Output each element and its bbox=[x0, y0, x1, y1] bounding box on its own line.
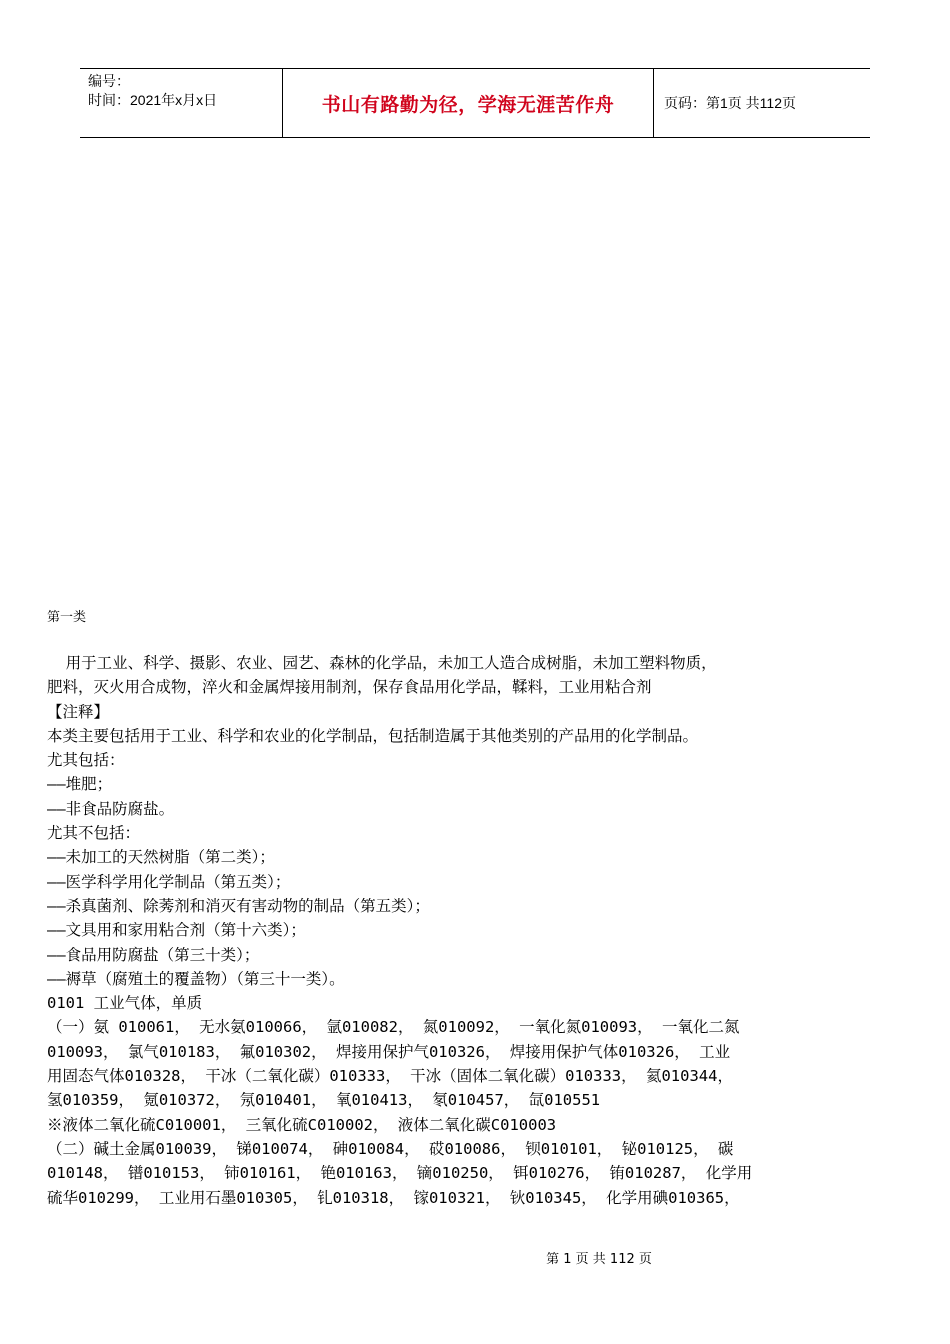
text-line: 0101 工业气体，单质 bbox=[47, 994, 203, 1013]
time-label: 时间：2021年x月x日 bbox=[88, 92, 218, 108]
text-line: 硫华010299， 工业用石墨010305， 钆010318， 镓010321， 钬010345， 化学用碘010365， bbox=[47, 1188, 740, 1207]
body-text bbox=[47, 651, 907, 1210]
text-line: ※液体二氧化硫C010001， 三氧化硫C010002， 液体二氧化碳C010003 bbox=[47, 1115, 557, 1134]
text-line: ——食品用防腐盐（第三十类）； bbox=[47, 945, 260, 964]
text-line: ——未加工的天然树脂（第二类）； bbox=[47, 848, 275, 867]
document-header bbox=[80, 68, 870, 138]
header-page-info: 页码：第1页 共112页 bbox=[664, 95, 796, 111]
category-title: 第一类 bbox=[47, 610, 87, 625]
text-line: ——褥草（腐殖土的覆盖物）（第三十一类）。 bbox=[47, 969, 345, 988]
text-line: 氢010359， 氪010372， 氖010401， 氧010413， 氡010457， 氙010551 bbox=[47, 1091, 601, 1110]
text-line: 本类主要包括用于工业、科学和农业的化学制品，包括制造属于其他类别的产品用的化学制品。 bbox=[47, 726, 699, 745]
text-line: 用固态气体010328， 干冰（二氧化碳）010333， 干冰（固体二氧化碳）010333， 氦010344， bbox=[47, 1067, 733, 1086]
text-line: 尤其包括： bbox=[47, 751, 125, 770]
text-line: ——非食品防腐盐。 bbox=[47, 799, 175, 818]
text-line: ——杀真菌剂、除莠剂和消灭有害动物的制品（第五类）； bbox=[47, 896, 430, 915]
header-motto: 书山有路勤为径，学海无涯苦作舟 bbox=[282, 69, 654, 137]
text-line: 010148， 镨010153， 铈010161， 铯010163， 镝010250， 铒010276， 铕010287， 化学用 bbox=[47, 1164, 753, 1183]
text-line: 010093， 氯气010183， 氟010302， 焊接用保护气010326， 焊接用保护气体010326， 工业 bbox=[47, 1042, 731, 1061]
header-left-cell bbox=[80, 69, 282, 137]
text-line: 【注释】 bbox=[47, 702, 110, 721]
number-label: 编号： bbox=[88, 73, 130, 89]
text-line: ——堆肥； bbox=[47, 775, 113, 794]
text-line: ——文具用和家用粘合剂（第十六类）； bbox=[47, 921, 306, 940]
text-line: 用于工业、科学、摄影、农业、园艺、森林的化学品，未加工人造合成树脂，未加工塑料物质， bbox=[47, 654, 717, 672]
page-footer: 第 1 页 共 112 页 bbox=[546, 1252, 652, 1267]
text-line: 尤其不包括： bbox=[47, 824, 141, 843]
text-line: 肥料，灭火用合成物，淬火和金属焊接用制剂，保存食品用化学品，鞣料，工业用粘合剂 bbox=[47, 678, 652, 697]
text-line: （二）碱土金属010039， 锑010074， 砷010084， 砹010086， 钡010101， 铋010125， 碳 bbox=[47, 1139, 734, 1158]
text-line: （一）氨 010061， 无水氨010066， 氩010082， 氮010092， 一氧化氮010093， 一氧化二氮 bbox=[47, 1018, 740, 1037]
text-line: ——医学科学用化学制品（第五类）； bbox=[47, 872, 291, 891]
